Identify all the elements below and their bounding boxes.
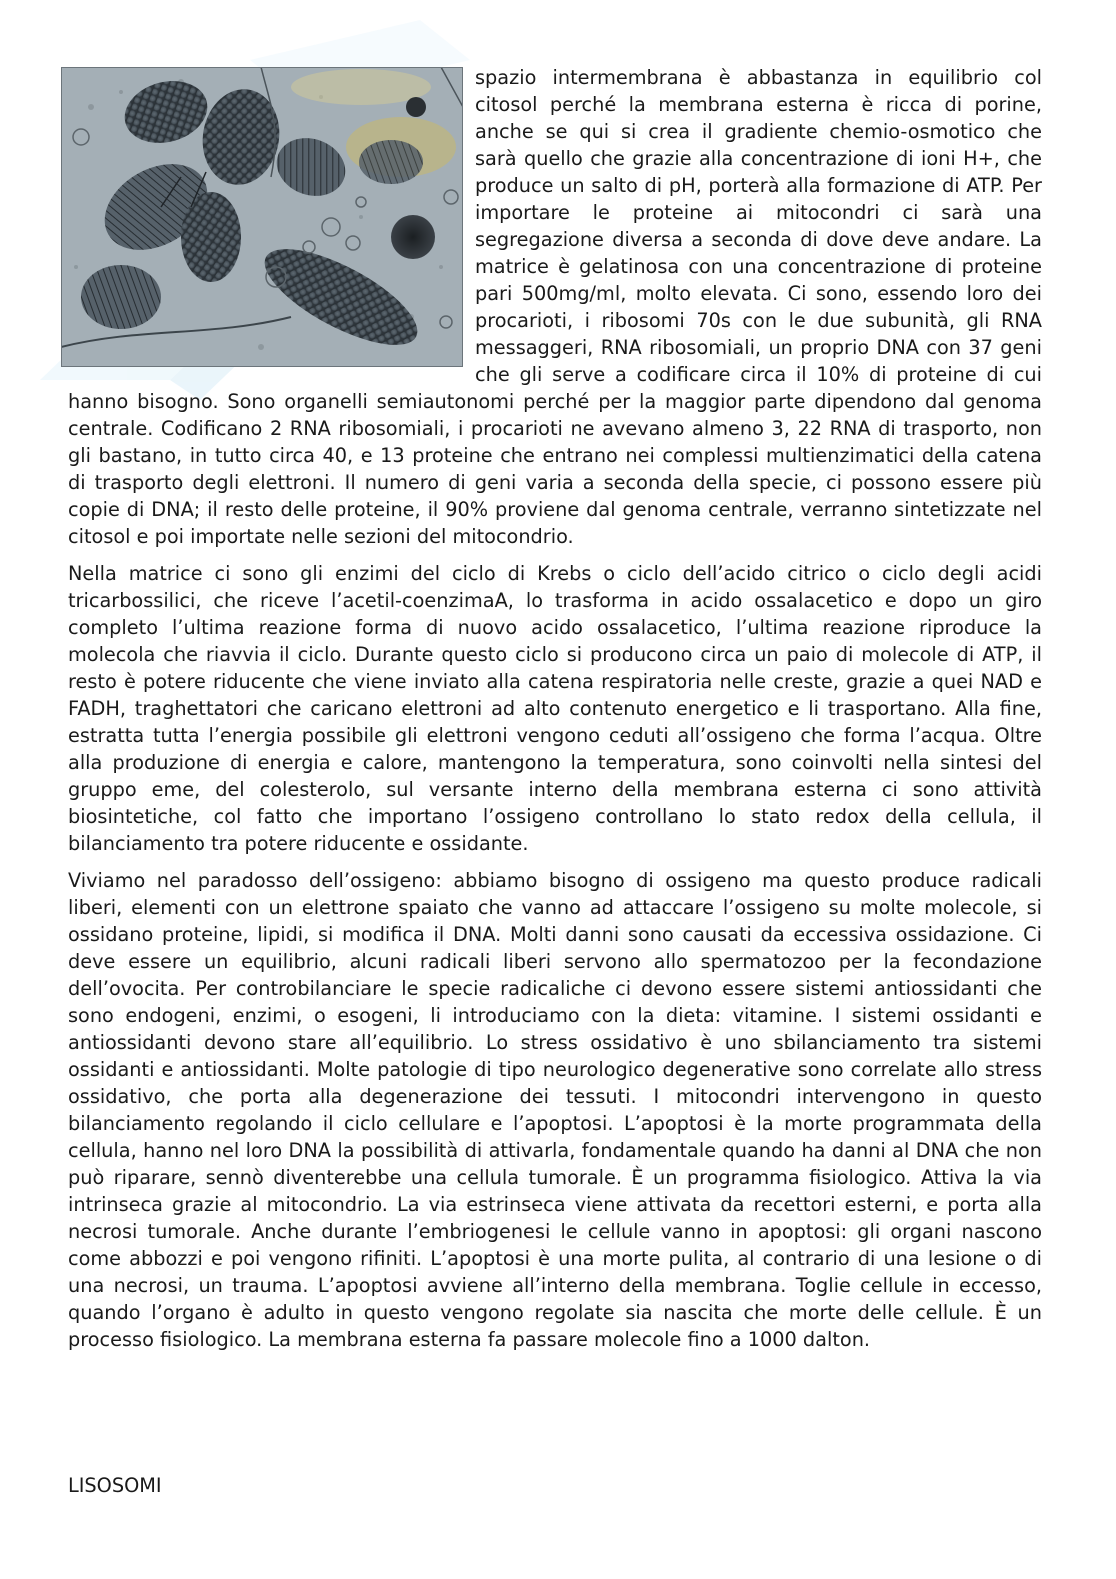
- document-body: [68, 64, 1042, 1363]
- section-heading: LISOSOMI: [68, 1474, 162, 1497]
- paragraph-1: spazio intermembrana è abbastanza in equilibrio col citosol perché la membrana esterna è ricca di porine, anche se qui si crea il gradiente chemio-osmotico che sarà quello che grazie alla concentrazione di ioni H+, che produce un salto di pH, porterà alla formazione di ATP. Per importare le proteine ai mitocondri ci sarà una segregazione diversa a seconda di dove deve andare. La matrice è gelatinosa con una concentrazione di proteine pari 500mg/ml, molto elevata. Ci sono, essendo loro dei procarioti, i ribosomi 70s con le due subunità, gli RNA messaggeri, RNA ribosomiali, un proprio DNA con 37 geni che gli serve a codificare circa il 10% di proteine di cui hanno bisogno. Sono organelli semiautonomi perché per la maggior parte dipendono dal genoma centrale. Codificano 2 RNA ribosomiali, i procarioti ne avevano almeno 3, 22 RNA di trasporto, non gli bastano, in tutto circa 40, e 13 proteine che entrano nei complessi multienzimatici della catena di trasporto degli elettroni. Il numero di geni varia a seconda della specie, ci possono essere più copie di DNA; il resto delle proteine, il 90% proviene dal genoma centrale, verranno sintetizzate nel citosol e poi importate nelle sezioni del mitocondrio.: [68, 66, 1042, 548]
- paragraph-2: Nella matrice ci sono gli enzimi del ciclo di Krebs o ciclo dell’acido citrico o ciclo degli acidi tricarbossilici, che riceve l’acetil-coenzimaA, lo trasforma in acido ossalacetico e dopo un giro completo l’ultima reazione forma di nuovo acido ossalacetico, l’ultima reazione riproduce la molecola che riavvia il ciclo. Durante questo ciclo si producono circa un paio di molecole di ATP, il resto è potere riducente che viene inviato alla catena respiratoria nelle creste, grazie a quei NAD e FADH, traghettatori che caricano elettroni ad alto contenuto energetico e li trasportano. Alla fine, estratta tutta l’energia possibile gli elettroni vengono ceduti all’ossigeno che forma l’acqua. Oltre alla produzione di energia e calore, mantengono la temperatura, sono coinvolti nella sintesi del gruppo eme, del colesterolo, sul versante interno della membrana esterna ci sono attività biosintetiche, col fatto che importano l’ossigeno controllano lo stato redox della cellula, il bilanciamento tra potere riducente e ossidante.: [68, 562, 1042, 855]
- mitochondria-micrograph-icon: [61, 67, 463, 367]
- paragraph-3: Viviamo nel paradosso dell’ossigeno: abbiamo bisogno di ossigeno ma questo produce radicali liberi, elementi con un elettrone spaiato che vanno ad attaccare l’ossigeno su molte molecole, si ossidano proteine, lipidi, si modifica il DNA. Molti danni sono causati da eccessiva ossidazione. Ci deve essere un equilibrio, alcuni radicali liberi servono allo spermatozoo per la fecondazione dell’ovocita. Per controbilanciare le specie radicaliche ci devono essere sistemi antiossidanti che sono endogeni, enzimi, o esogeni, li introduciamo con la dieta: vitamine. I sistemi ossidanti e antiossidanti devono stare all’equilibrio. Lo stress ossidativo è uno sbilanciamento tra sistemi ossidanti e antiossidanti. Molte patologie di tipo neurologico degenerative sono correlate allo stress ossidativo, che porta alla degenerazione dei tessuti. I mitocondri intervengono in questo bilanciamento regolando il ciclo cellulare e l’apoptosi. L’apoptosi è la morte programmata della cellula, hanno nel loro DNA la possibilità di attivarla, fondamentale quando ha danni al DNA che non può riparare, sennò diventerebbe una cellula tumorale. È un programma fisiologico. Attiva la via intrinseca grazie al mitocondrio. La via estrinseca viene attivata da recettori esterni, e porta alla necrosi tumorale. Anche durante l’embriogenesi le cellule vanno in apoptosi: gli organi nascono come abbozzi e poi vengono rifiniti. L’apoptosi è una morte pulita, al contrario di una lesione o di una necrosi, un trauma. L’apoptosi avviene all’interno della membrana. Toglie cellule in eccesso, quando l’organo è adulto in questo vengono regolate sia nascita che morte delle cellule. È un processo fisiologico. La membrana esterna fa passare molecole fino a 1000 dalton.: [68, 869, 1042, 1351]
